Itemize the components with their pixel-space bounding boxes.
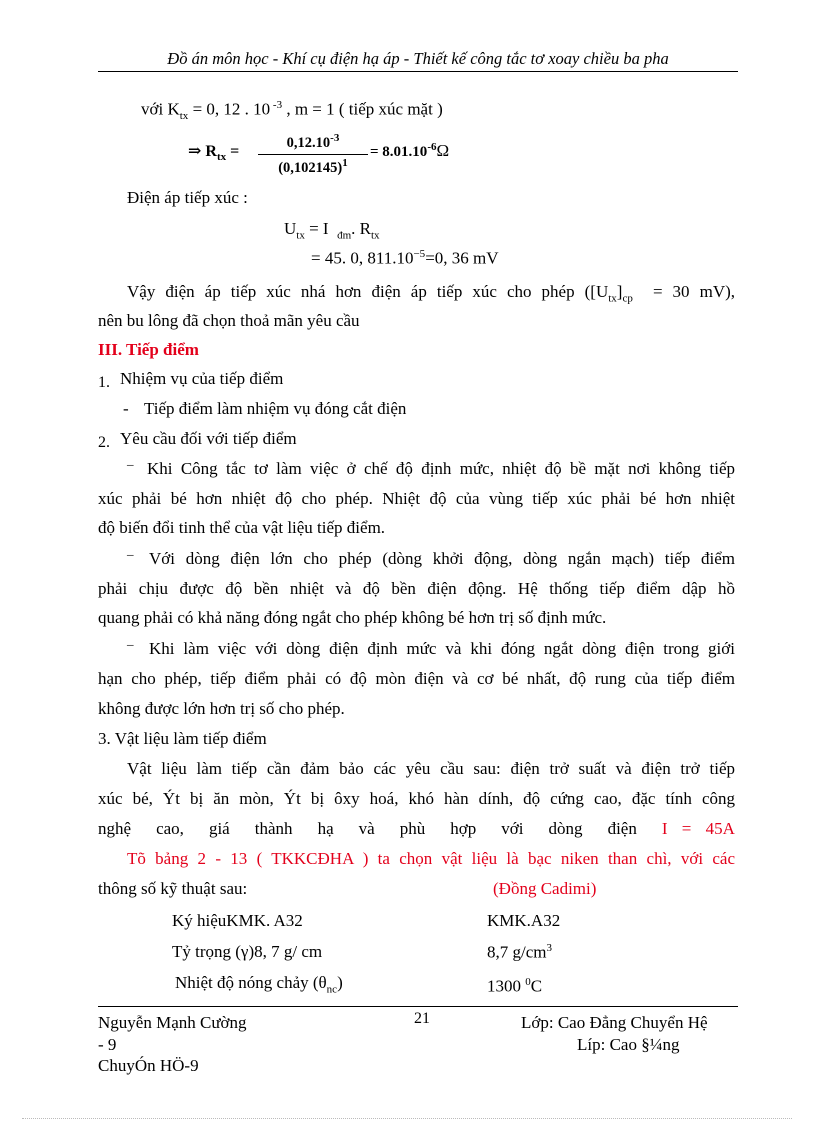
page-header: Đồ án môn học - Khí cụ điện hạ áp - Thiết kế công tắc tơ xoay chiều ba pha [167,49,669,68]
footer-class-2: Líp: Cao §¼ng [577,1035,680,1054]
item-2-p2-line-2: phải chịu được độ bền nhiệt và độ bền điện động. Hệ thống tiếp điểm dập hồ [98,579,735,598]
contact-voltage-result: = 45. 0, $811.10^{-5}=0$, 36 mV [311,248,499,268]
spec-row-2-value: 8,7 $g/cm^3$ [487,942,552,962]
item-2-p3-line-1: Khi làm việc với dòng điện định mức và khi đóng ngắt dòng điện trong giới [149,639,735,658]
item-3-title: 3. Vật liệu làm tiếp điểm [98,729,267,748]
item-3-p1-line-3: nghệ cao, giá thành hạ và phù hợp với dòng điện I = 45A [98,819,735,838]
header-rule [98,71,738,72]
footer-rule [98,1006,738,1007]
contact-voltage-label: Điện áp tiếp xúc : [127,188,248,207]
page-edge-divider [22,1118,792,1119]
item-2-p2-line-1: Với dòng điện lớn cho phép (dòng khởi động, dòng ngắn mạch) tiếp điểm [149,549,735,568]
spec-row-3-label: Nhiệt độ nóng chảy $(\theta_{nc})$ [175,973,343,996]
spec-row-1-label: Ký hiệuKMK. A32 [172,911,303,930]
conclusion-line-1: Vậy điện áp tiếp xúc nhá hơn điện áp tiếp xúc cho phép ($[U_{tx}]_{cp} = 30$ mV), [127,282,736,305]
formula-kt: với $K_{tx} = 0$, 12 . 10 $^{-3}$ , m = 1 ( tiếp xúc mặt ) [141,99,443,123]
item-2-p3-line-2: hạn cho phép, tiếp điểm phải có độ mòn điện và cơ bé nhất, độ rung của tiếp điểm [98,669,735,688]
section-title: III. Tiếp điểm [98,340,199,359]
rated-current: I = 45A [661,819,735,838]
formula-rtx-result: = $8.01.10^{-6}\Omega$ [370,141,450,160]
item-3-p1-line-1: Vật liệu làm tiếp cần đảm bảo các yêu cầu sau: điện trở suất và điện trở tiếp [127,759,735,778]
item-2-number: 2. [98,434,110,451]
item-3-p2-line-2: thông số kỹ thuật sau: [98,879,248,898]
conclusion-line-2: nên bu lông đã chọn thoả mãn yêu cầu [98,311,360,330]
item-2-dash-2: _ [127,542,134,557]
formula-rtx-fraction [258,132,368,177]
footer-author-3: ChuyÓn HÖ-9 [98,1056,199,1075]
item-2-p3-line-3: không được lớn hơn trị số cho phép. [98,699,345,718]
item-2-p1-line-2: xúc phải bé hơn nhiệt độ cho phép. Nhiệt độ của vùng tiếp xúc phải bé hơn nhiệt [98,489,735,508]
item-2-dash-1: _ [127,452,134,467]
item-3-p2-line-1: Tõ bảng 2 - 13 ( TKKCĐHA ) ta chọn vật liệu là bạc niken than chì, với các [127,849,735,868]
item-2-p1-line-1: Khi Công tắc tơ làm việc ở chế độ định mức, nhiệt độ bề mặt nơi không tiếp [147,459,735,478]
item-2-dash-3: _ [127,632,134,647]
item-1-text: Tiếp điểm làm nhiệm vụ đóng cắt điện [144,399,407,418]
item-1-bullet: - [123,399,129,418]
page-number: 21 [414,1010,430,1027]
footer-author-1: Nguyễn Mạnh Cường [98,1013,247,1032]
item-2-p2-line-3: quang phải có khả năng đóng ngắt cho phép không bé hơn trị số định mức. [98,608,607,627]
fraction-denominator: $(0,102145)^1$ [278,156,348,176]
item-2-p1-line-3: độ biến đổi tinh thể của vật liệu tiếp điểm. [98,518,386,537]
material-alt-name: (Đồng Cadimi) [493,879,597,898]
footer-author-2: - 9 [98,1035,117,1054]
spec-row-2-label: Tỷ trọng (γ)8, 7 g/ cm [172,942,323,961]
item-3-p1-line-2: xúc bé, Ýt bị ăn mòn, Ýt bị ôxy hoá, khó hàn dính, độ cứng cao, đặc tính công [98,789,735,808]
fraction-numerator: $0,12.10^{-3}$ [286,132,340,151]
contact-voltage-formula: $U_{tx} = I$ $_{đm}$. $R_{tx}$ [284,219,380,242]
footer-class-1: Lớp: Cao Đẳng Chuyển Hệ [521,1013,708,1032]
spec-row-3-value: 1300 $^0$C [487,976,543,996]
formula-rtx-lhs: ⇒ $R_{tx}$ = [188,143,240,164]
spec-row-1-value: KMK.A32 [487,911,561,930]
item-1-number: 1. [98,374,110,391]
item-1-title: Nhiệm vụ của tiếp điểm [120,369,284,388]
item-2-title: Yêu cầu đối với tiếp điểm [120,429,297,448]
